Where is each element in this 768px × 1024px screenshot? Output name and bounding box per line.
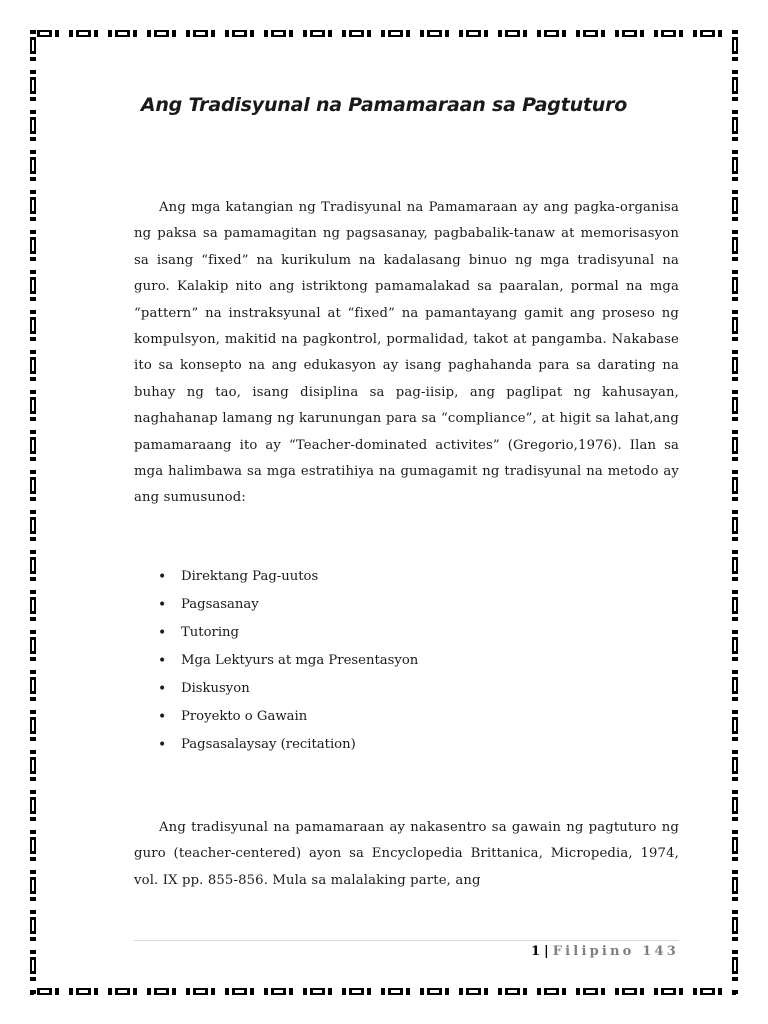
bullet-icon: • <box>158 709 167 725</box>
footer-subject: Filipino 143 <box>552 944 679 959</box>
list-item <box>134 733 679 761</box>
list-item-text: Diskusyon <box>181 681 250 696</box>
list-item <box>134 649 679 677</box>
list-item <box>134 593 679 621</box>
bullet-icon: • <box>158 597 167 613</box>
page-border-right <box>732 30 738 994</box>
bullet-icon: • <box>158 681 167 697</box>
document-title: Ang Tradisyunal na Pamamaraan sa Pagtuturo <box>140 94 628 116</box>
list-item-text: Proyekto o Gawain <box>181 709 308 724</box>
bullet-icon: • <box>158 653 167 669</box>
page-footer <box>134 943 679 961</box>
list-item <box>134 677 679 705</box>
list-item-text: Direktang Pag-uutos <box>181 569 319 584</box>
body-paragraph-2: Ang tradisyunal na pamamaraan ay nakasentro sa gawain ng pagtuturo ng guro (teacher-centered) ayon sa Encyclopedia Brittanica, Micropedia, 1974, vol. IX pp. 855-856. Mula sa malalaking parte, ang <box>134 820 679 888</box>
page-border-left <box>30 30 36 994</box>
list-item-text: Mga Lektyurs at mga Presentasyon <box>181 653 419 668</box>
footer-divider <box>134 940 679 941</box>
bullet-icon: • <box>158 737 167 753</box>
list-item <box>134 565 679 593</box>
list-item <box>134 621 679 649</box>
strategy-list <box>134 565 679 761</box>
list-item <box>134 705 679 733</box>
list-item-text: Pagsasalaysay (recitation) <box>181 737 356 752</box>
footer-separator: | <box>544 944 549 959</box>
list-item-text: Tutoring <box>181 625 239 640</box>
body-paragraph-1: Ang mga katangian ng Tradisyunal na Pamamaraan ay ang pagka-organisa ng paksa sa pamamagitan ng pagsasanay, pagbabalik-tanaw at memorisasyon sa isang “fixed” na kurikulum na kadalasang binuo ng mga tradisyunal na guro. Kalakip nito ang istriktong pamamalakad sa paaralan, pormal na mga “pattern” na instraksyunal at “fixed” na pamantayang gamit ang proseso ng kompulsyon, makitid na pagkontrol, pormalidad, takot at pangamba. Nakabase ito sa konsepto na ang edukasyon ay isang paghahanda para sa darating na buhay ng tao, isang disiplina sa pag-iisip, ang paglipat ng kahusayan, naghahanap lamang ng karunungan para sa “compliance”, at higit sa lahat,ang pamamaraang ito ay “Teacher-dominated activites” (Gregorio,1976). Ilan sa mga halimbawa sa mga estratihiya na gumagamit ng tradisyunal na metodo ay ang sumusunod: <box>134 200 679 506</box>
page-border-top <box>30 30 738 37</box>
bullet-icon: • <box>158 569 167 585</box>
list-item-text: Pagsasanay <box>181 597 259 612</box>
page-border-bottom <box>30 988 738 995</box>
bullet-icon: • <box>158 625 167 641</box>
page-number: 1 <box>530 944 540 959</box>
